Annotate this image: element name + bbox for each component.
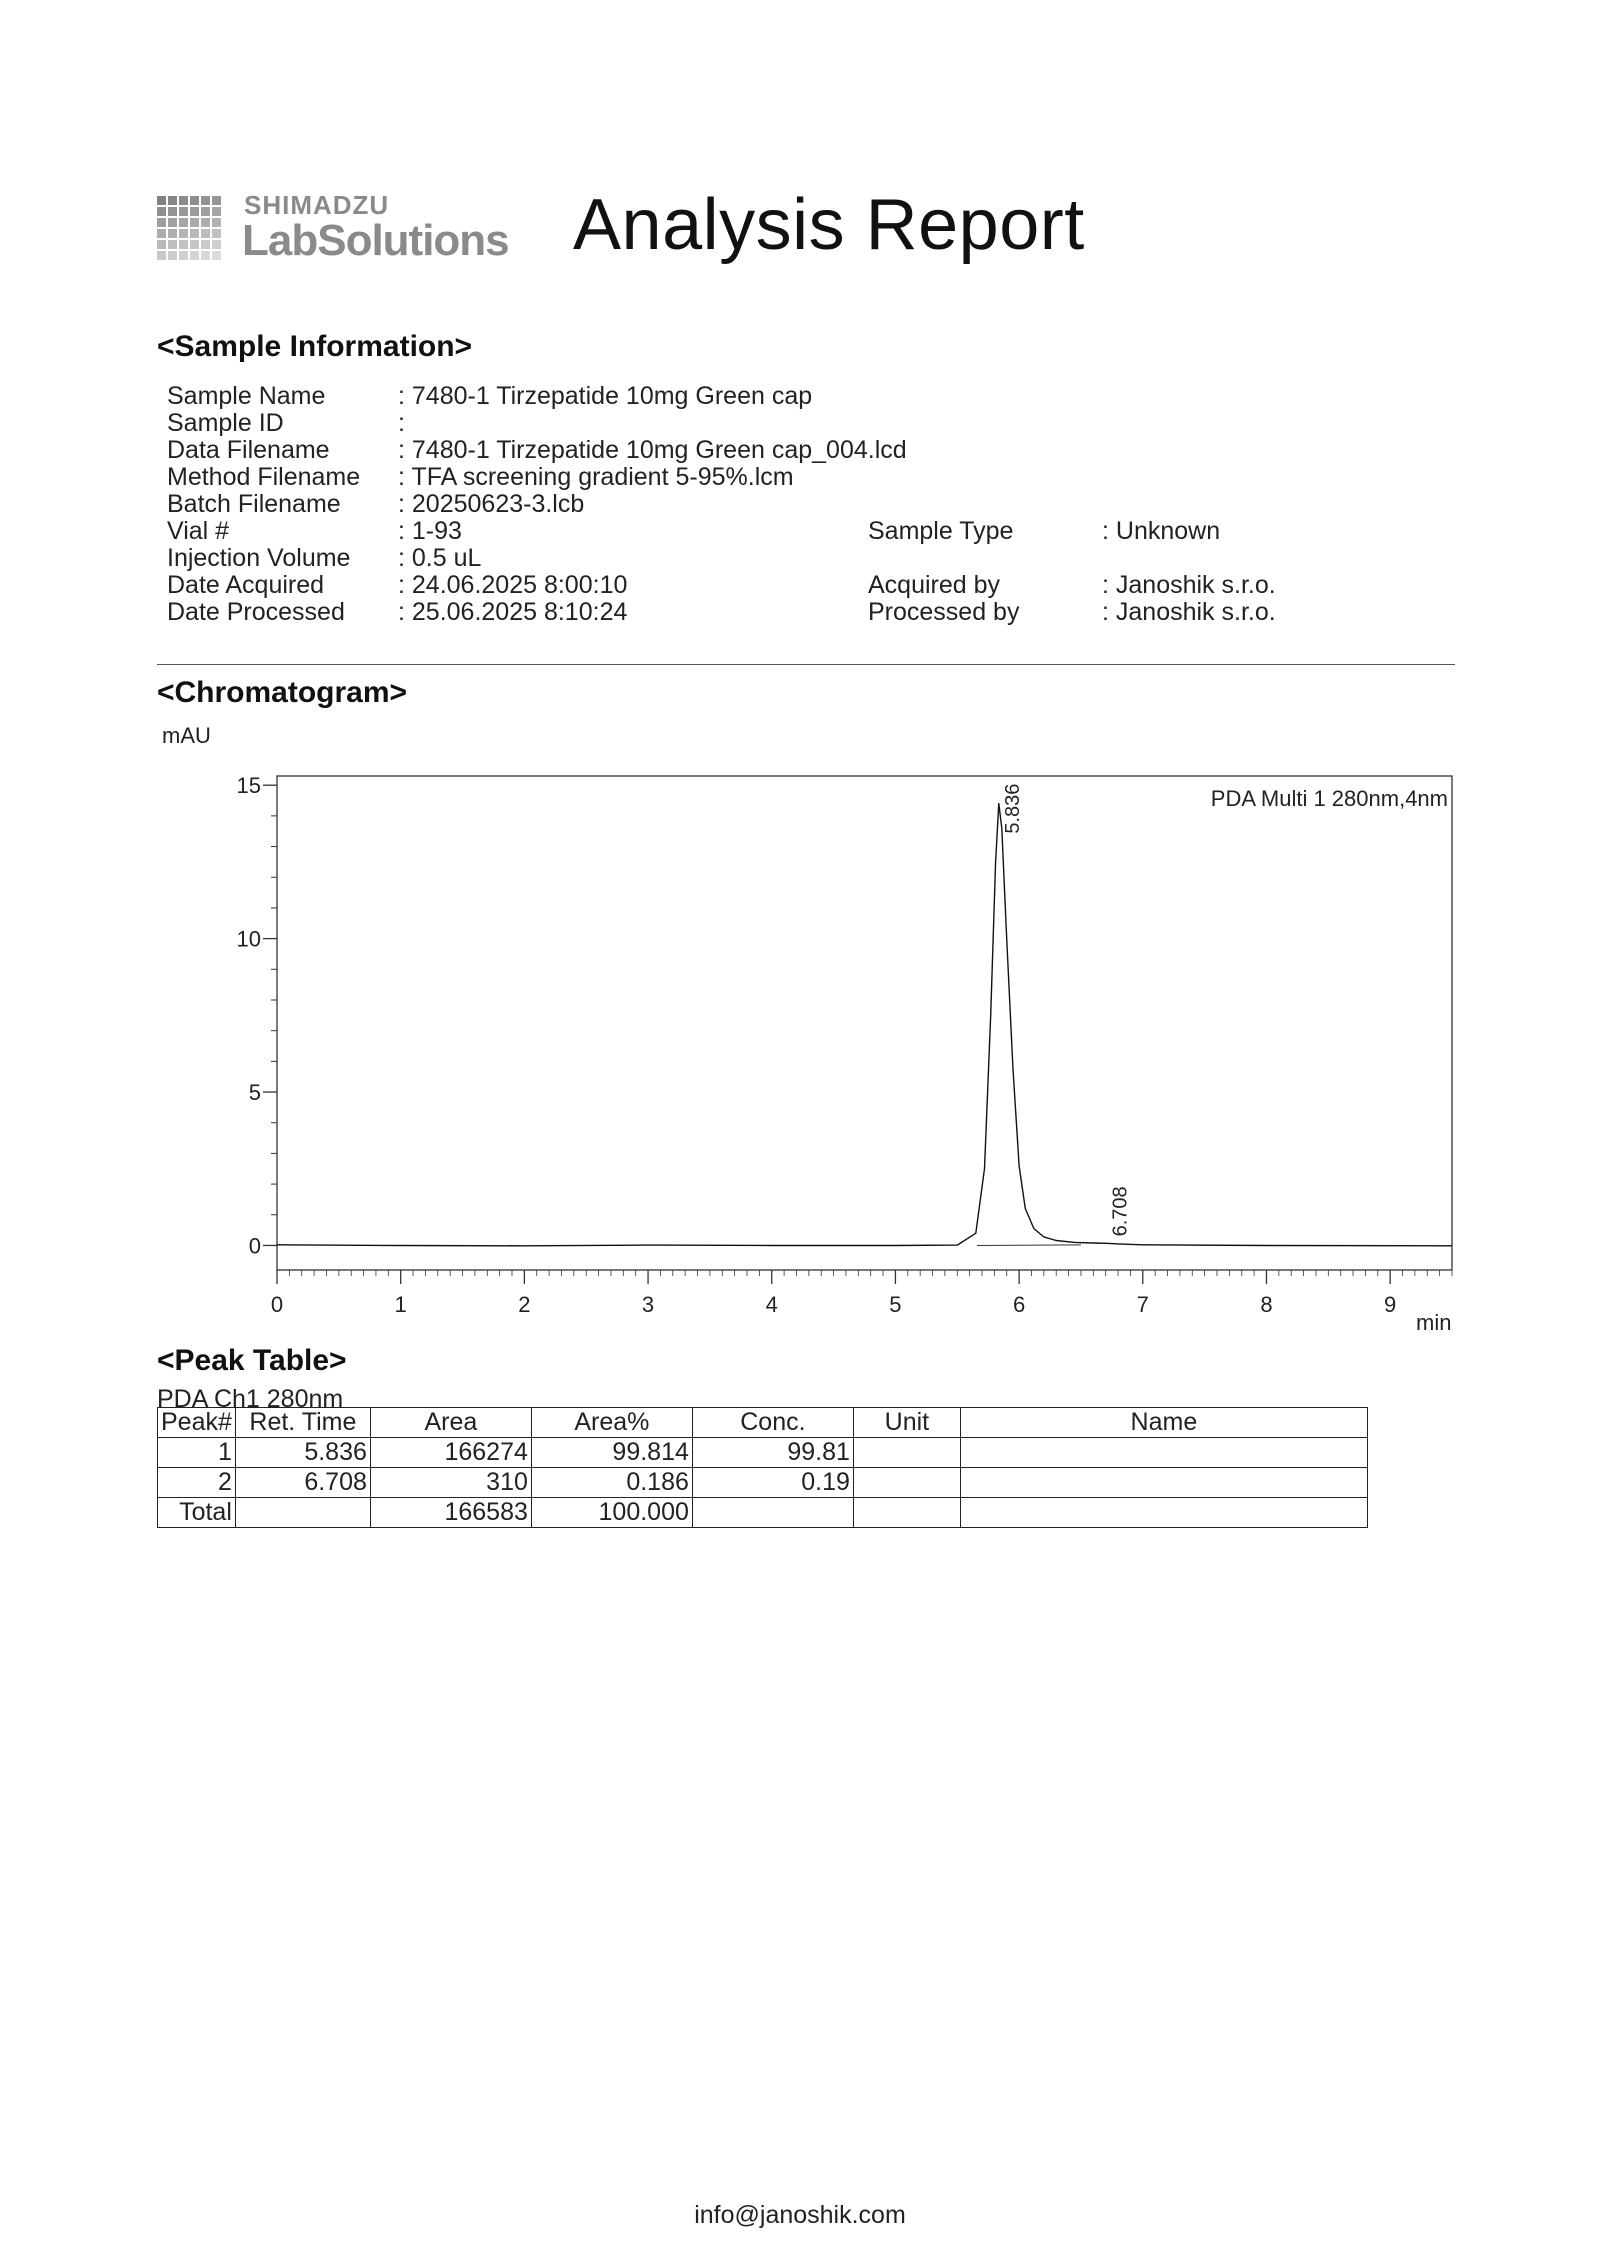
logo-grid-cell	[157, 240, 166, 249]
logo-grid-cell	[201, 229, 210, 238]
info-value: : 0.5 uL	[398, 544, 482, 572]
info-label: Date Acquired	[167, 571, 325, 599]
logo-grid-cell	[212, 196, 221, 205]
y-tick-label: 10	[236, 926, 261, 952]
peak-table-heading: <Peak Table>	[157, 1344, 347, 1377]
table-cell	[960, 1438, 1367, 1468]
section-divider	[157, 664, 1455, 665]
info-value: : Janoshik s.r.o.	[1102, 598, 1276, 626]
chromatogram-chart	[0, 710, 1600, 1340]
logo-grid-cell	[157, 218, 166, 227]
table-cell: 2	[158, 1468, 236, 1498]
info-label: Injection Volume	[167, 544, 351, 572]
x-tick-label: 5	[889, 1292, 902, 1317]
logo-grid-cell	[190, 196, 199, 205]
info-value: : Janoshik s.r.o.	[1102, 571, 1276, 599]
column-header: Name	[960, 1408, 1367, 1438]
y-tick-label: 5	[248, 1080, 261, 1106]
logo-grid-icon	[157, 192, 223, 262]
table-cell	[960, 1468, 1367, 1498]
peak-label: 6.708	[1109, 1186, 1132, 1237]
table-cell: 166274	[370, 1438, 531, 1468]
logo-grid-cell	[157, 251, 166, 260]
logo-grid-cell	[201, 251, 210, 260]
table-cell: 5.836	[235, 1438, 370, 1468]
info-value: : 20250623-3.lcb	[398, 490, 585, 518]
x-tick-label: 3	[641, 1292, 655, 1317]
logo-grid-cell	[179, 196, 188, 205]
table-row	[158, 1468, 1368, 1498]
logo-grid-cell	[179, 218, 188, 227]
chromatogram-heading: <Chromatogram>	[157, 676, 408, 709]
y-tick-label: 15	[236, 773, 261, 799]
peak-table-subtitle: PDA Ch1 280nm	[157, 1385, 344, 1413]
info-label: Sample ID	[167, 409, 284, 437]
x-tick-label: 1	[394, 1292, 407, 1317]
info-label: Acquired by	[868, 571, 1001, 599]
table-row	[158, 1438, 1368, 1468]
peak-baseline	[977, 1245, 1081, 1246]
info-label: Vial #	[167, 517, 230, 545]
table-cell-total-label: Total	[158, 1498, 236, 1528]
info-label: Sample Type	[868, 517, 1014, 545]
info-value: : 7480-1 Tirzepatide 10mg Green cap	[398, 382, 813, 410]
column-header: Area	[370, 1408, 531, 1438]
series-line	[277, 804, 1452, 1246]
info-value: : 25.06.2025 8:10:24	[398, 598, 628, 626]
logo-grid-cell	[212, 251, 221, 260]
logo-grid-cell	[157, 229, 166, 238]
column-header: Conc.	[692, 1408, 853, 1438]
x-tick-label: 7	[1136, 1292, 1149, 1317]
logo-grid-cell	[179, 251, 188, 260]
x-tick-label: 4	[765, 1292, 778, 1317]
logo-grid-cell	[168, 218, 177, 227]
info-value: : TFA screening gradient 5-95%.lcm	[398, 463, 794, 491]
table-cell	[853, 1498, 960, 1528]
peak-label: 5.836	[1001, 783, 1024, 834]
table-cell: 1	[158, 1438, 236, 1468]
info-value: :	[398, 409, 405, 437]
table-cell: 99.81	[692, 1438, 853, 1468]
footer-email: info@janoshik.com	[694, 2201, 906, 2229]
sample-info-heading: <Sample Information>	[157, 330, 473, 363]
table-cell: 99.814	[531, 1438, 692, 1468]
y-axis-label: mAU	[162, 723, 211, 748]
table-cell	[853, 1468, 960, 1498]
table-cell: 0.19	[692, 1468, 853, 1498]
logo-grid-cell	[168, 207, 177, 216]
info-value: : 24.06.2025 8:00:10	[398, 571, 628, 599]
logo-grid-cell	[212, 218, 221, 227]
info-label: Data Filename	[167, 436, 330, 464]
logo-grid-cell	[179, 240, 188, 249]
labsolutions-logo	[157, 190, 527, 270]
logo-grid-cell	[201, 240, 210, 249]
info-value: : Unknown	[1102, 517, 1221, 545]
logo-grid-cell	[212, 229, 221, 238]
x-tick-label: 8	[1260, 1292, 1273, 1317]
x-axis-label: min	[1416, 1310, 1452, 1335]
table-cell: 6.708	[235, 1468, 370, 1498]
x-tick-label: 9	[1384, 1292, 1397, 1317]
table-cell	[853, 1438, 960, 1468]
table-cell-total-area: 166583	[370, 1498, 531, 1528]
logo-grid-cell	[190, 218, 199, 227]
legend-entry: PDA Multi 1 280nm,4nm	[1210, 786, 1448, 811]
x-tick-label: 0	[270, 1292, 284, 1317]
table-cell: 310	[370, 1468, 531, 1498]
table-total-row	[158, 1498, 1368, 1528]
logo-grid-cell	[201, 196, 210, 205]
logo-grid-cell	[168, 229, 177, 238]
logo-grid-cell	[201, 218, 210, 227]
info-label: Date Processed	[167, 598, 345, 626]
x-tick-label: 6	[1012, 1292, 1026, 1317]
info-value: : 7480-1 Tirzepatide 10mg Green cap_004.lcd	[398, 436, 907, 464]
table-header-row	[158, 1408, 1368, 1438]
info-label: Sample Name	[167, 382, 326, 410]
info-label: Batch Filename	[167, 490, 341, 518]
logo-grid-cell	[190, 240, 199, 249]
page-title: Analysis Report	[573, 185, 1085, 265]
column-header: Area%	[531, 1408, 692, 1438]
logo-brand-text: SHIMADZU	[244, 190, 390, 220]
table-cell: 0.186	[531, 1468, 692, 1498]
column-header: Unit	[853, 1408, 960, 1438]
info-label: Method Filename	[167, 463, 361, 491]
logo-grid-cell	[168, 196, 177, 205]
logo-grid-cell	[190, 207, 199, 216]
info-label: Processed by	[868, 598, 1020, 626]
logo-grid-cell	[179, 207, 188, 216]
logo-grid-cell	[157, 196, 166, 205]
logo-grid-cell	[190, 229, 199, 238]
y-tick-label: 0	[248, 1233, 261, 1259]
table-cell-total-area-pct: 100.000	[531, 1498, 692, 1528]
logo-grid-cell	[212, 207, 221, 216]
column-header: Peak#	[158, 1408, 236, 1438]
table-cell	[692, 1498, 853, 1528]
logo-grid-cell	[157, 207, 166, 216]
logo-product-text: LabSolutions	[242, 216, 509, 265]
table-cell	[960, 1498, 1367, 1528]
logo-grid-cell	[168, 240, 177, 249]
logo-grid-cell	[168, 251, 177, 260]
peak-table	[157, 1407, 1368, 1528]
logo-grid-cell	[212, 240, 221, 249]
table-cell	[235, 1498, 370, 1528]
info-value: : 1-93	[398, 517, 462, 545]
logo-grid-cell	[179, 229, 188, 238]
x-tick-label: 2	[518, 1292, 531, 1317]
logo-grid-cell	[190, 251, 199, 260]
logo-grid-cell	[201, 207, 210, 216]
plot-frame	[277, 776, 1452, 1270]
column-header: Ret. Time	[235, 1408, 370, 1438]
